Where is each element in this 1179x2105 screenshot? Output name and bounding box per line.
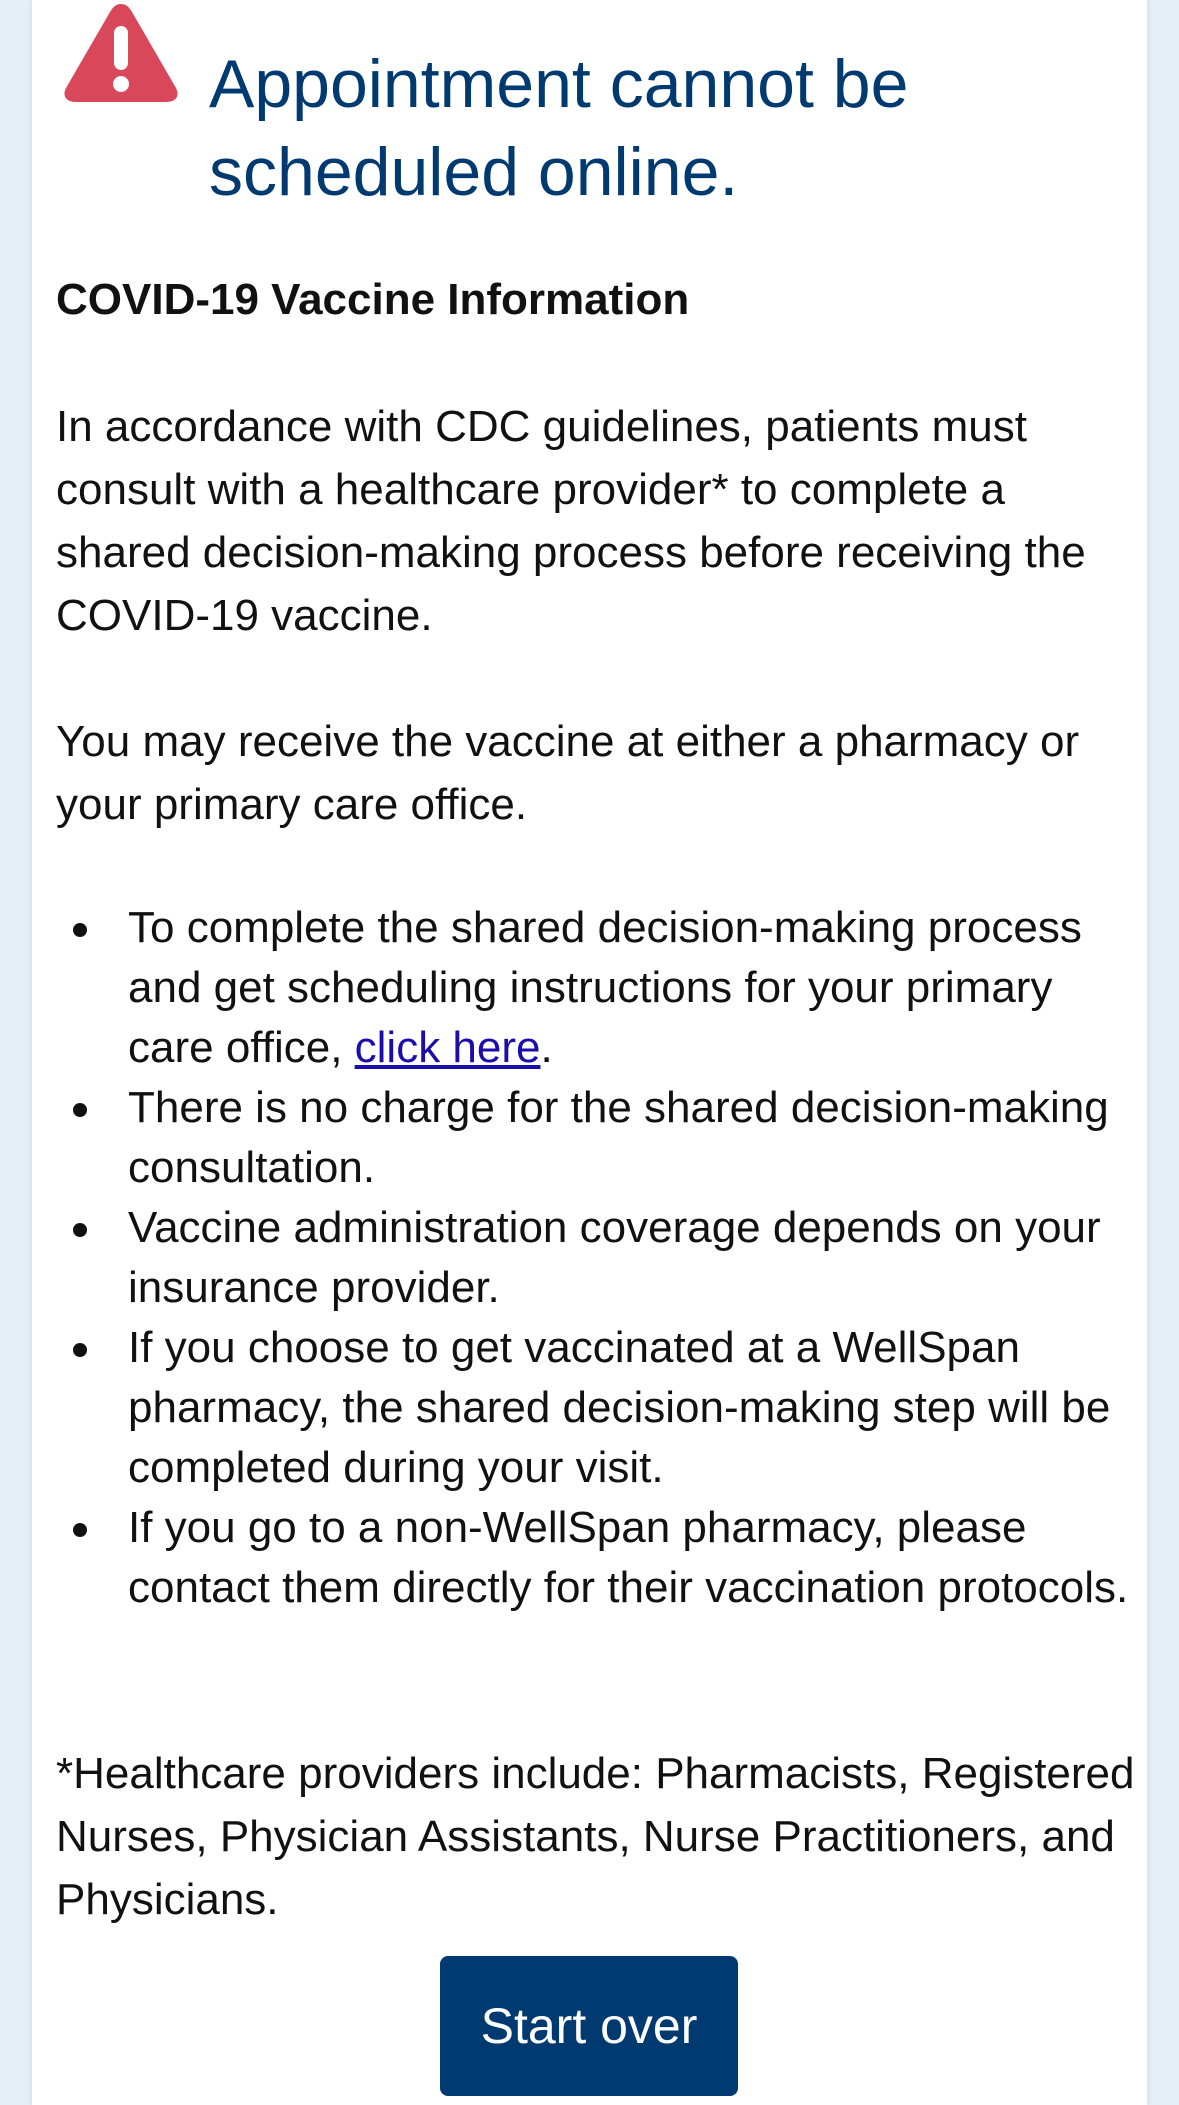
list-item (128, 1078, 1133, 1198)
list-item (128, 1198, 1133, 1318)
list-item (128, 1498, 1133, 1618)
cdc-guidelines-paragraph: In accordance with CDC guidelines, patients must consult with a healthcare provider* to complete a shared decision-making process before receiving the COVID-19 vaccine. (56, 402, 1086, 640)
alert-title (209, 40, 1069, 216)
click-here-link[interactable]: click here (354, 1023, 541, 1072)
bullet-icon (73, 1103, 87, 1117)
bullet-icon (73, 1343, 87, 1357)
bullet-text: If you go to a non-WellSpan pharmacy, please contact them directly for their vaccination protocols. (128, 1503, 1129, 1612)
list-item (128, 898, 1133, 1078)
section-heading: COVID-19 Vaccine Information (56, 275, 690, 324)
content-card (32, 0, 1147, 2105)
start-over-button[interactable]: Start over (440, 1956, 738, 2096)
warning-triangle-icon (62, 0, 180, 104)
bullet-icon (73, 1523, 87, 1537)
bullet-icon (73, 1223, 87, 1237)
list-item (128, 1318, 1133, 1498)
bullet-text: Vaccine administration coverage depends on your insurance provider. (128, 1203, 1101, 1312)
alert-title-line1: Appointment cannot be (209, 46, 909, 122)
vaccine-location-paragraph: You may receive the vaccine at either a pharmacy or your primary care office. (56, 717, 1080, 829)
info-bullet-list (128, 898, 1133, 1618)
bullet-text: If you choose to get vaccinated at a WellSpan pharmacy, the shared decision-making step will be completed during your visit. (128, 1323, 1111, 1492)
alert-title-line2: scheduled online. (209, 134, 739, 210)
bullet-text: To complete the shared decision-making process and get scheduling instructions for your primary care office, (128, 903, 1082, 1072)
bullet-icon (73, 923, 87, 937)
bullet-suffix: . (540, 1023, 553, 1072)
healthcare-providers-footnote: *Healthcare providers include: Pharmacists, Registered Nurses, Physician Assistants, Nurse Practitioners, and Physicians. (56, 1749, 1135, 1924)
bullet-text: There is no charge for the shared decision-making consultation. (128, 1083, 1109, 1192)
